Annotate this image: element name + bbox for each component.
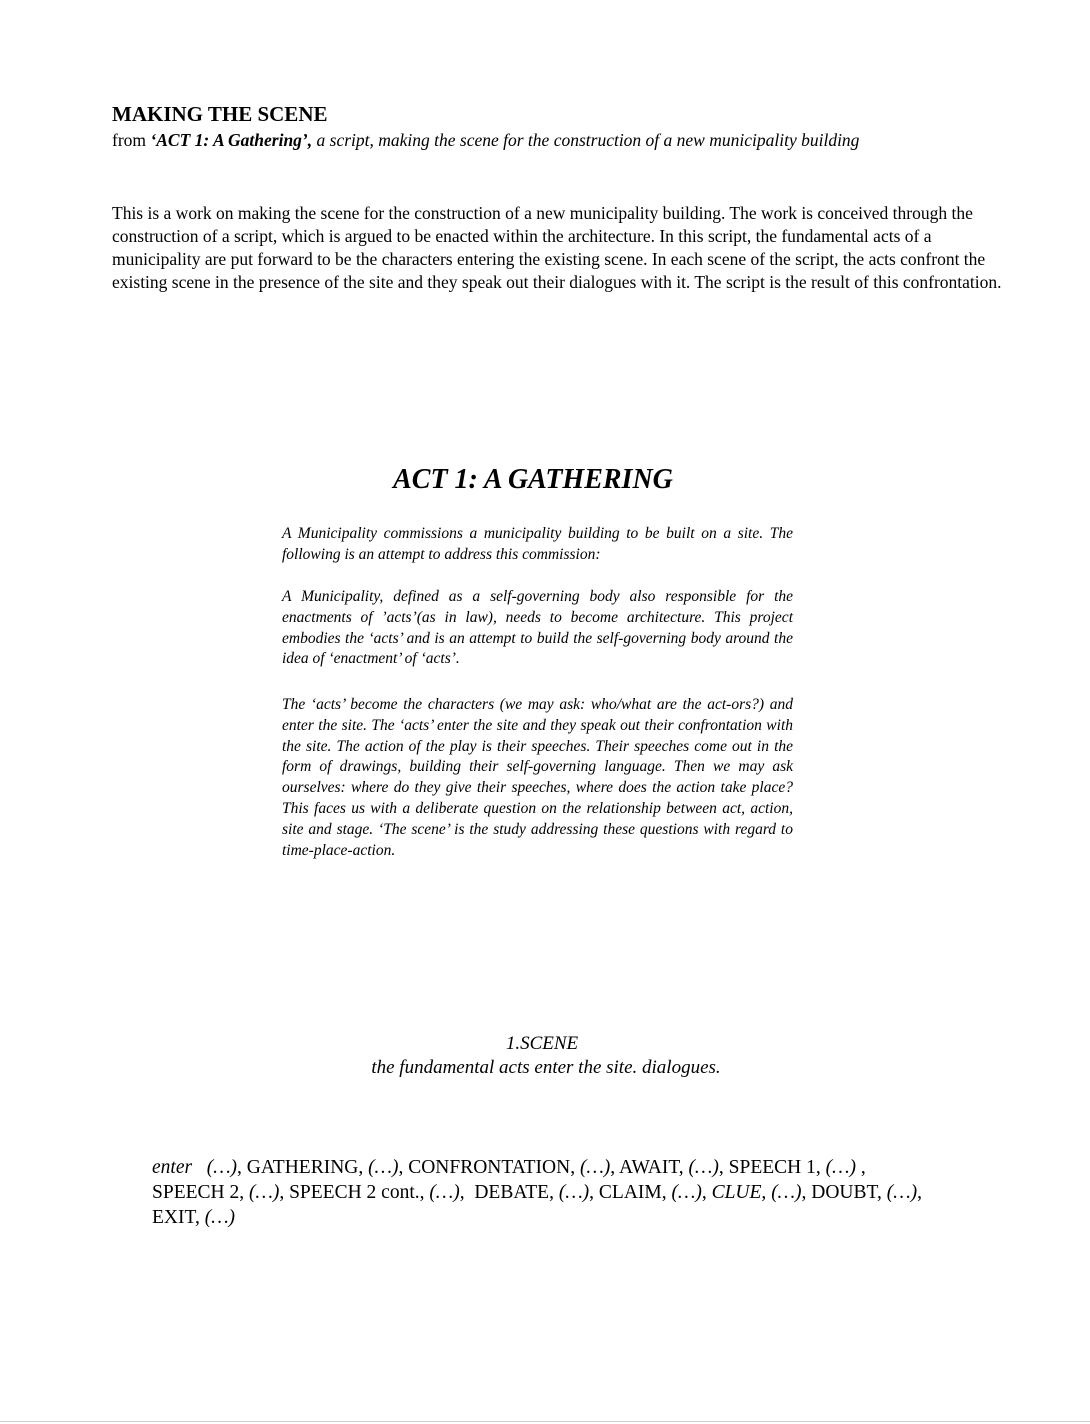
- act-heading: ACT 1: A GATHERING: [393, 464, 673, 495]
- sequence-ellipsis: (…): [368, 1157, 399, 1178]
- sequence-ellipsis: (…): [429, 1182, 460, 1203]
- scene-number: 1.SCENE: [505, 1033, 579, 1054]
- subtitle-description: a script, making the scene for the construction of a new municipality building: [312, 130, 860, 150]
- sequence-ellipsis: (…): [558, 1182, 590, 1203]
- sequence-doubt: DOUBT,: [811, 1182, 882, 1203]
- scene-description: the fundamental acts enter the site. dialogues.: [371, 1057, 721, 1078]
- sequence-exit: EXIT,: [152, 1207, 200, 1228]
- sequence-ellipsis: (…): [771, 1182, 802, 1203]
- sequence-enter: enter: [152, 1157, 193, 1178]
- sequence-speech-2-cont: SPEECH 2 cont.,: [289, 1182, 425, 1203]
- document-subtitle: [112, 129, 859, 151]
- sequence-ellipsis: (…): [825, 1157, 856, 1178]
- sequence-speech-1: SPEECH 1,: [728, 1157, 821, 1178]
- sequence-ellipsis: (…): [204, 1207, 236, 1228]
- sequence-await: AWAIT,: [618, 1157, 684, 1178]
- sequence-ellipsis: (…): [248, 1182, 280, 1203]
- sequence-clue: CLUE,: [711, 1182, 767, 1203]
- scene-sequence: enter (…), GATHERING, (…), CONFRONTATION, (…), AWAIT, (…), SPEECH 1, (…) , SPEECH 2, (…), SPEECH 2 cont., (…), DEBATE, (…), CLAIM, (…), CLUE, (…), DOUBT, (…), EXIT, (…): [152, 1157, 922, 1228]
- sequence-ellipsis: (…): [688, 1157, 719, 1178]
- act-paragraph-3: The ‘acts’ become the characters (we may ask: who/what are the act-ors?) and enter the site. The ‘acts’ enter the site and they speak out their confrontation with the site. The action of the play is their speeches. Their speeches come out in the form of drawings, building their self-governing language. Then we may ask ourselves: where do they give their speeches, where does the action take place? This faces us with a deliberate question on the relationship between act, action, site and stage. ‘The scene’ is the study addressing these questions with regard to time-place-action.: [282, 696, 793, 859]
- intro-paragraph: This is a work on making the scene for the construction of a new municipality building. The work is conceived through the construction of a script, which is argued to be enacted within the architecture. In this script, the fundamental acts of a municipality are put forward to be the characters entering the existing scene. In each scene of the script, the acts confront the existing scene in the presence of the site and they speak out their dialogues with it. The script is the result of this confrontation.: [112, 203, 1002, 292]
- page-bottom-divider: [0, 1421, 1090, 1422]
- sequence-speech-2: SPEECH 2,: [152, 1182, 245, 1203]
- sequence-claim: CLAIM,: [598, 1182, 667, 1203]
- sequence-gathering: GATHERING,: [246, 1157, 364, 1178]
- sequence-ellipsis: (…): [671, 1182, 702, 1203]
- act-paragraph-2: A Municipality, defined as a self-governing body also responsible for the enactments of ’acts’(as in law), needs to become architecture. This project embodies the ‘acts’ and is an attempt to build the self-governing body around the idea of ‘enactment’ of ‘acts’.: [282, 588, 793, 668]
- sequence-confrontation: CONFRONTATION,: [408, 1157, 576, 1178]
- subtitle-prefix: from: [112, 130, 151, 150]
- sequence-ellipsis: (…): [206, 1157, 238, 1178]
- sequence-debate: DEBATE,: [474, 1182, 554, 1203]
- subtitle-source-title: ‘ACT 1: A Gathering’,: [150, 130, 313, 150]
- sequence-ellipsis: (…): [579, 1157, 611, 1178]
- sequence-ellipsis: (…): [886, 1182, 918, 1203]
- document-title: MAKING THE SCENE: [112, 102, 328, 126]
- act-paragraph-1: A Municipality commissions a municipality building to be built on a site. The following is an attempt to address this commission:: [282, 525, 793, 563]
